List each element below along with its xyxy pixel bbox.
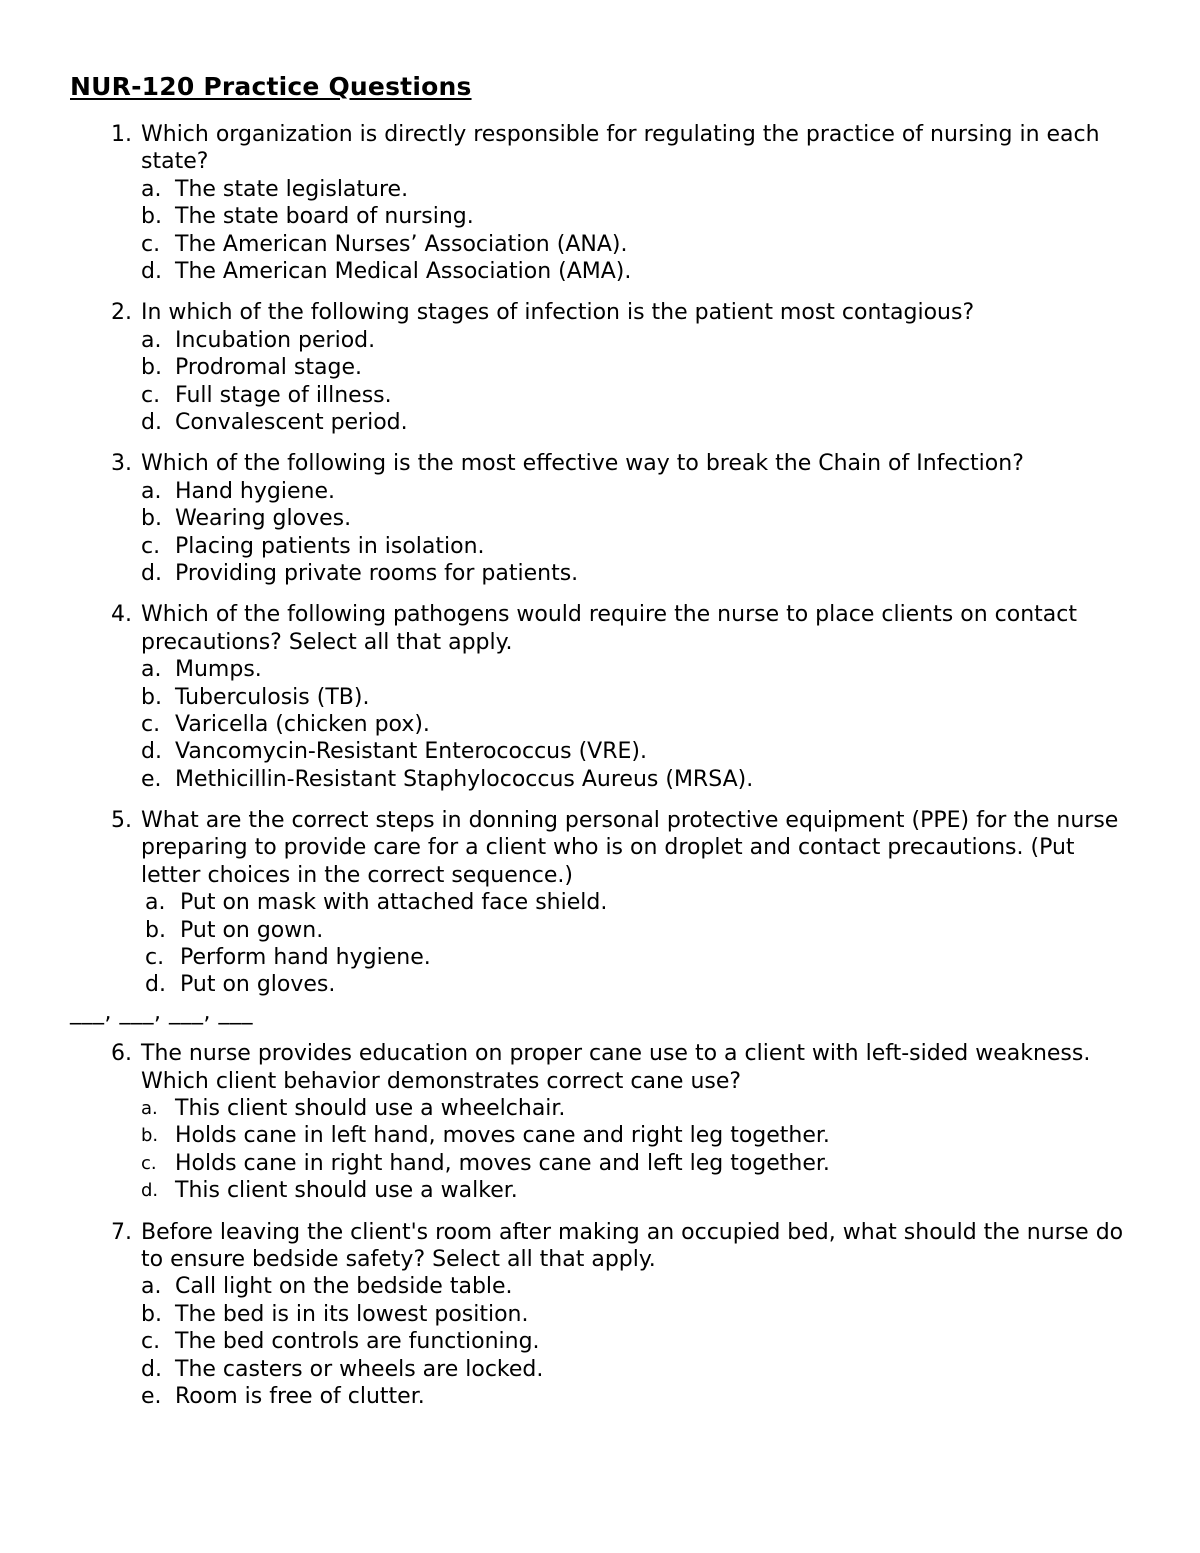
option-letter: a.	[145, 890, 166, 916]
option-list	[0, 1095, 1200, 1205]
option-text: Providing private rooms for patients.	[175, 560, 579, 586]
option-text: Put on gown.	[180, 917, 324, 943]
option-text: Wearing gloves.	[175, 506, 352, 532]
question-number: 7.	[111, 1219, 132, 1245]
option-letter: c.	[141, 1152, 157, 1174]
option-text: Prodromal stage.	[175, 355, 362, 381]
question-5	[0, 807, 1200, 999]
option-item	[0, 203, 1200, 230]
option-text: Tuberculosis (TB).	[175, 684, 370, 710]
option-text: The American Medical Association (AMA).	[175, 258, 632, 284]
question-stem: Before leaving the client's room after making an occupied bed, what should the nurse do to ensure bedside safety? Select all that apply.	[141, 1219, 1124, 1273]
question-number: 6.	[111, 1041, 132, 1067]
option-text: Perform hand hygiene.	[180, 945, 431, 971]
option-item	[0, 533, 1200, 560]
option-text: This client should use a walker.	[175, 1178, 518, 1204]
option-letter: d.	[145, 972, 166, 998]
option-item	[0, 1122, 1200, 1149]
option-text: Call light on the bedside table.	[175, 1274, 513, 1300]
option-text: The casters or wheels are locked.	[175, 1356, 544, 1382]
option-item	[0, 1273, 1200, 1300]
option-letter: a.	[141, 327, 162, 353]
option-item	[0, 231, 1200, 258]
option-letter: c.	[141, 382, 161, 408]
option-letter: c.	[141, 711, 161, 737]
option-letter: d.	[141, 739, 162, 765]
option-item	[0, 1328, 1200, 1355]
option-text: Full stage of illness.	[175, 382, 392, 408]
option-letter: d.	[141, 560, 162, 586]
question-number: 4.	[111, 602, 132, 628]
option-text: Varicella (chicken pox).	[175, 711, 430, 737]
option-letter: e.	[141, 1384, 162, 1409]
option-item	[0, 1383, 1200, 1410]
option-list	[0, 889, 1200, 999]
question-number: 2.	[111, 300, 132, 326]
option-item	[0, 684, 1200, 711]
option-item	[0, 738, 1200, 765]
option-text: The bed controls are functioning.	[175, 1329, 540, 1355]
option-item	[0, 1095, 1200, 1122]
option-text: Convalescent period.	[175, 409, 408, 435]
option-letter: d.	[141, 1180, 159, 1202]
option-letter: b.	[141, 1125, 159, 1147]
option-item	[0, 176, 1200, 203]
option-letter: a.	[141, 657, 162, 683]
option-text: Holds cane in left hand, moves cane and right leg together.	[175, 1123, 830, 1149]
option-text: Placing patients in isolation.	[175, 533, 485, 559]
option-letter: c.	[141, 533, 161, 559]
option-item	[0, 917, 1200, 944]
question-3	[0, 450, 1200, 587]
option-item	[0, 354, 1200, 381]
option-letter: d.	[141, 409, 162, 435]
option-text: The state legislature.	[175, 176, 409, 202]
option-letter: d.	[141, 258, 162, 284]
option-letter: d.	[141, 1356, 162, 1382]
option-list	[0, 478, 1200, 588]
option-text: The American Nurses’ Association (ANA).	[175, 231, 628, 257]
option-text: Vancomycin-Resistant Enterococcus (VRE).	[175, 739, 647, 765]
option-text: The bed is in its lowest position.	[175, 1301, 529, 1327]
option-letter: b.	[141, 355, 162, 381]
option-item	[0, 258, 1200, 285]
option-letter: a.	[141, 1098, 158, 1120]
option-item	[0, 971, 1200, 998]
question-stem: Which of the following is the most effective way to break the Chain of Infection?	[141, 451, 1024, 477]
option-item	[0, 1301, 1200, 1328]
option-item	[0, 944, 1200, 971]
option-letter: b.	[141, 506, 162, 532]
answer-blanks: ___, ___, ___, ___	[70, 999, 253, 1025]
question-stem: Which of the following pathogens would require the nurse to place clients on contact precautions? Select all that apply.	[141, 602, 1077, 655]
option-list	[0, 656, 1200, 793]
option-item	[0, 1177, 1200, 1204]
option-item	[0, 560, 1200, 587]
option-letter: b.	[141, 1301, 162, 1327]
option-text: Put on mask with attached face shield.	[180, 890, 608, 916]
option-text: Room is free of clutter.	[175, 1384, 425, 1409]
question-6	[0, 1040, 1200, 1204]
option-item	[0, 505, 1200, 532]
option-letter: b.	[141, 204, 162, 230]
option-item	[0, 889, 1200, 916]
option-list	[0, 1273, 1200, 1410]
question-stem: In which of the following stages of infection is the patient most contagious?	[141, 300, 975, 326]
option-letter: a.	[141, 1274, 162, 1300]
question-number: 1.	[111, 122, 132, 147]
option-text: Hand hygiene.	[175, 478, 335, 504]
option-letter: a.	[141, 478, 162, 504]
option-text: Methicillin-Resistant Staphylococcus Aureus (MRSA).	[175, 766, 754, 792]
question-1	[0, 121, 1200, 285]
option-text: Put on gloves.	[180, 972, 336, 998]
question-stem: What are the correct steps in donning personal protective equipment (PPE) for the nurse preparing to provide care for a client who is on droplet and contact precautions. (Put letter choices in the correct sequence.)	[141, 808, 1119, 888]
question-stem: The nurse provides education on proper cane use to a client with left-sided weakness. Which client behavior demonstrates correct cane use?	[141, 1041, 1091, 1094]
option-letter: b.	[145, 917, 166, 943]
option-letter: c.	[145, 945, 165, 971]
option-letter: c.	[141, 231, 161, 257]
option-item	[0, 409, 1200, 436]
option-text: Incubation period.	[175, 327, 376, 353]
option-item	[0, 656, 1200, 683]
option-letter: a.	[141, 176, 162, 202]
option-text: This client should use a wheelchair.	[175, 1096, 566, 1122]
option-item	[0, 1150, 1200, 1177]
option-text: Mumps.	[175, 657, 262, 683]
option-list	[0, 327, 1200, 437]
option-letter: b.	[141, 684, 162, 710]
option-letter: c.	[141, 1329, 161, 1355]
option-item	[0, 327, 1200, 354]
option-text: Holds cane in right hand, moves cane and left leg together.	[175, 1150, 830, 1176]
page-title: NUR-120 Practice Questions	[70, 72, 472, 101]
option-item	[0, 382, 1200, 409]
question-4	[0, 601, 1200, 793]
option-item	[0, 766, 1200, 793]
question-list	[0, 121, 1200, 1424]
question-2	[0, 299, 1200, 436]
question-7	[0, 1219, 1200, 1411]
option-list	[0, 176, 1200, 286]
question-stem: Which organization is directly responsible for regulating the practice of nursing in each state?	[141, 122, 1100, 175]
option-letter: e.	[141, 766, 162, 792]
option-item	[0, 478, 1200, 505]
question-number: 5.	[111, 808, 132, 834]
option-item	[0, 1356, 1200, 1383]
question-number: 3.	[111, 451, 132, 477]
option-text: The state board of nursing.	[175, 204, 474, 230]
option-item	[0, 711, 1200, 738]
